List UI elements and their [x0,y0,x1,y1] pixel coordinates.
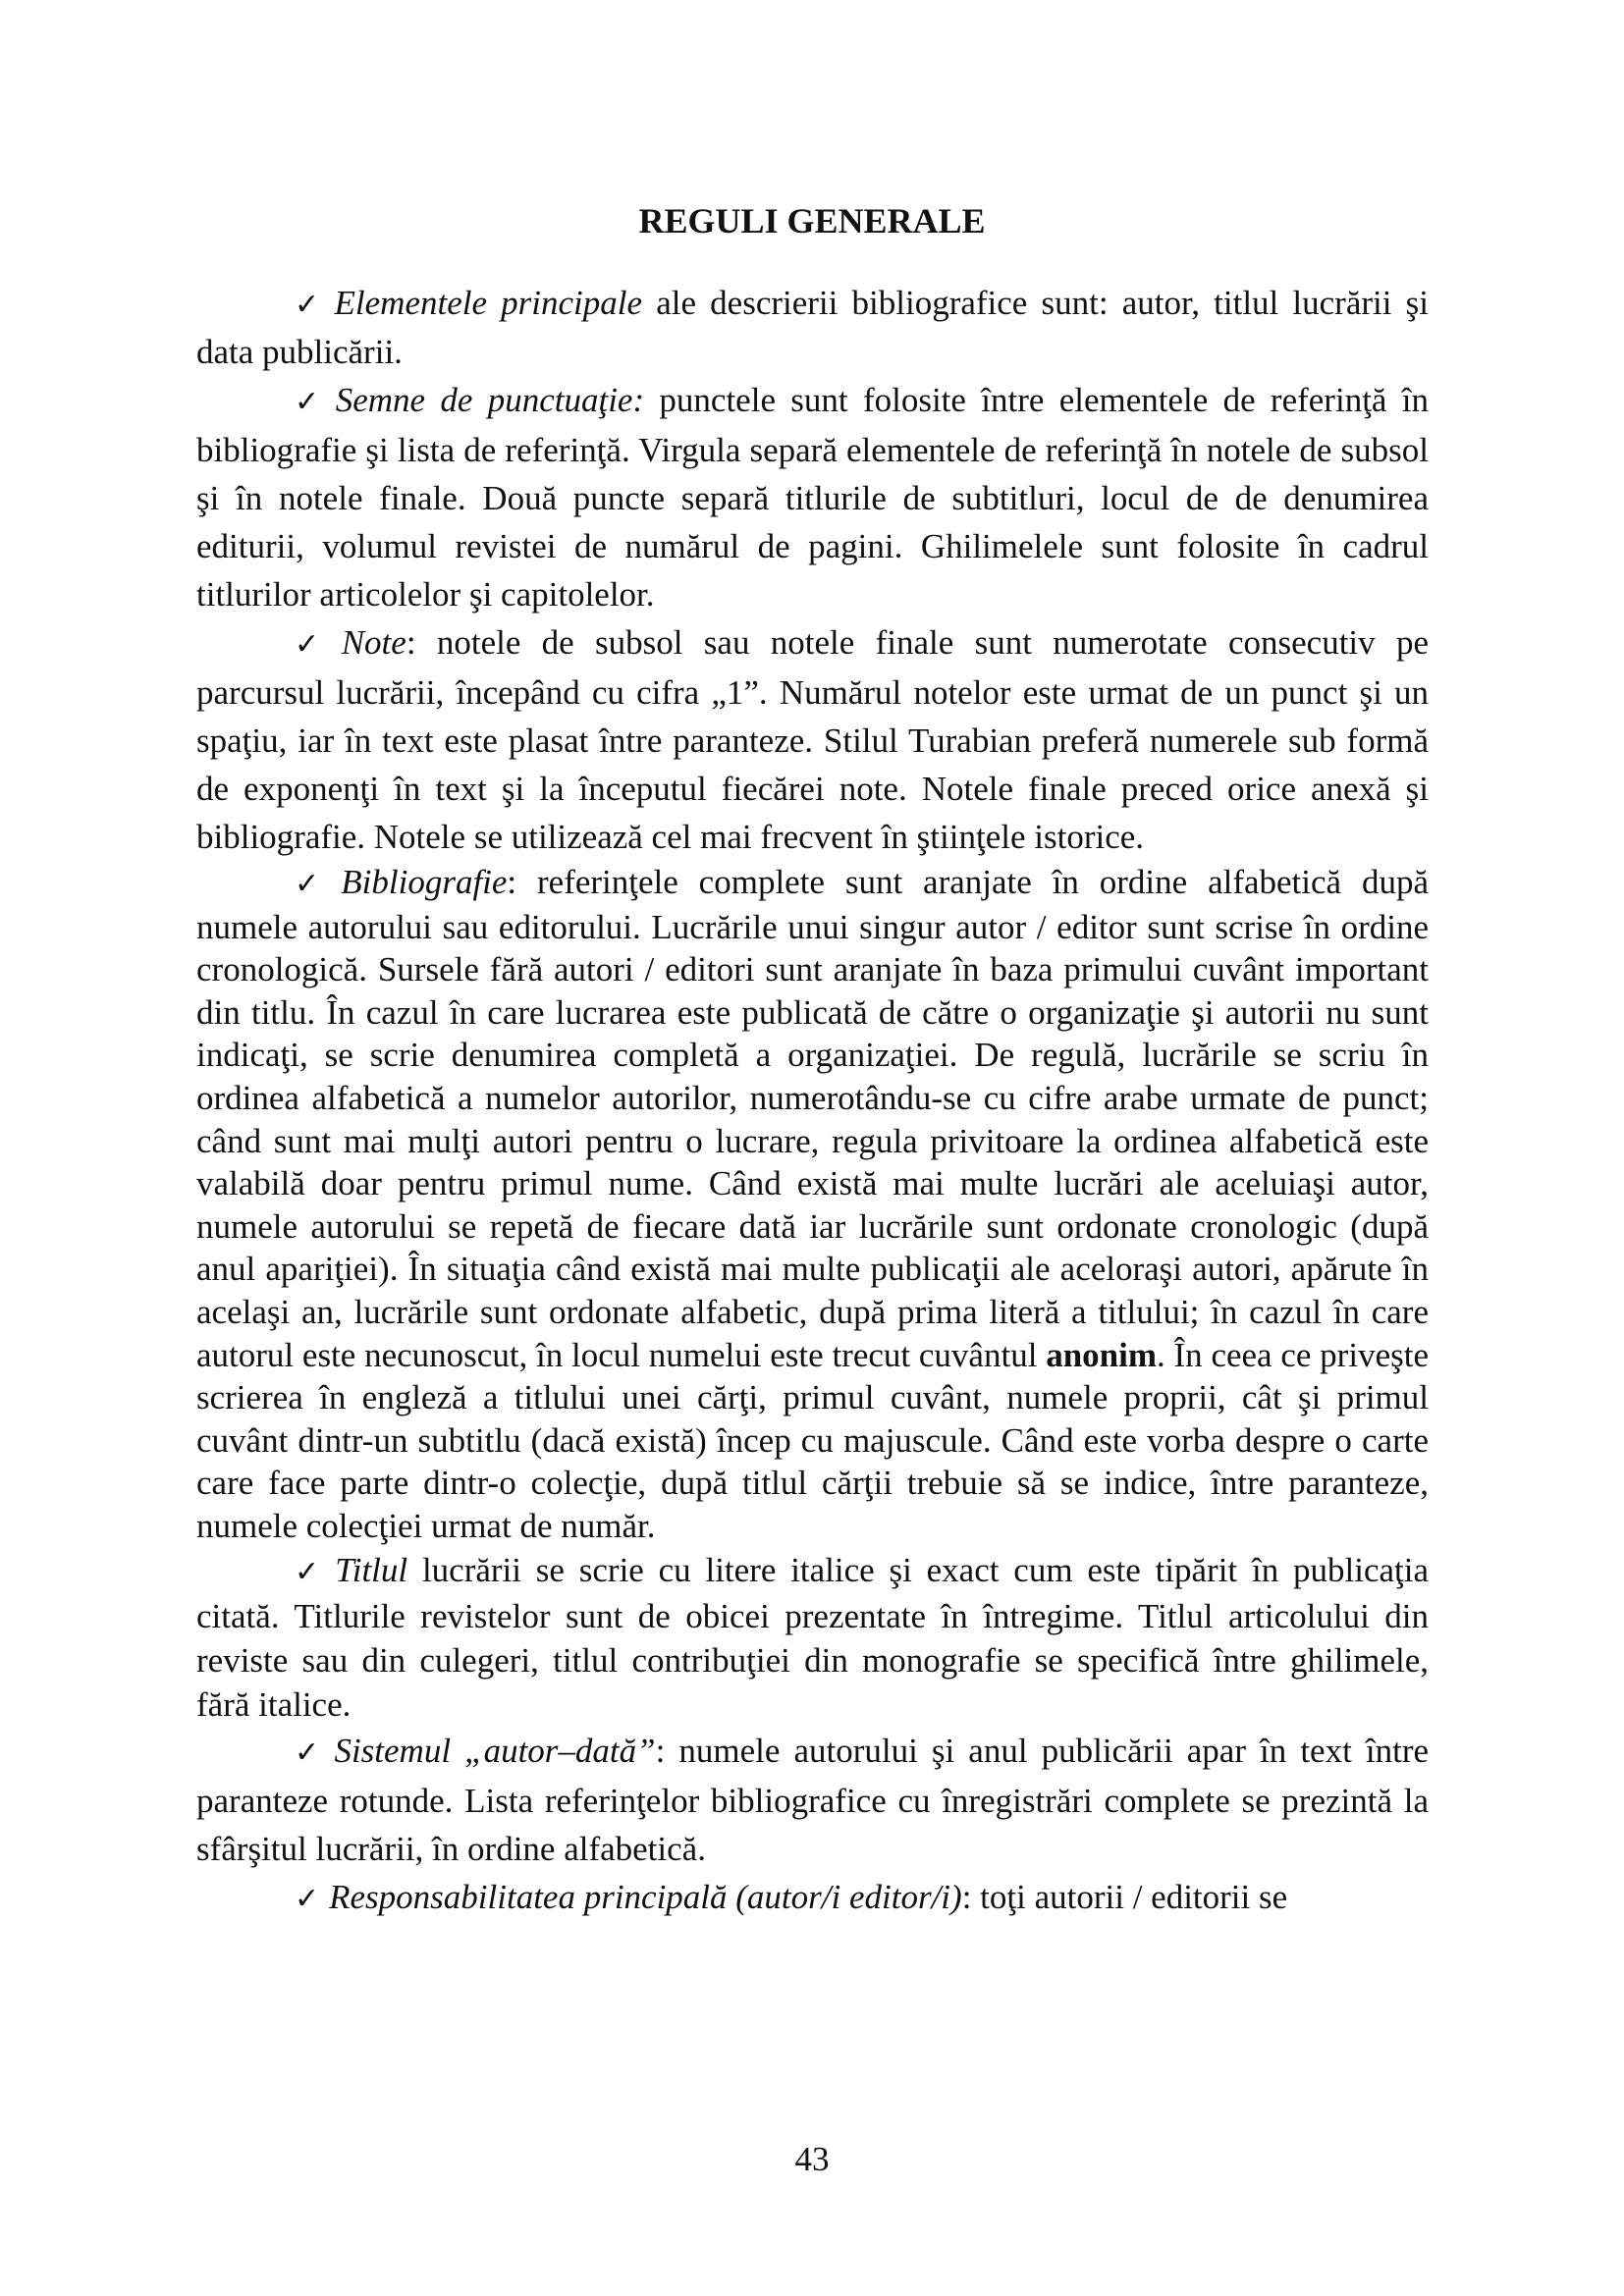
check-icon: ✓ [295,867,332,901]
paragraph-text: punctele sunt folosite între elementele de referinţă în bibliografie şi lista de referinţă. Virgula separă elementele de referinţă în notele de subsol şi în notele finale. Două puncte separă titlurile de subtitluri, locul de de denumirea editurii, volumul revistei de numărul de pagini. Ghilimelele sunt folosite în cadrul titlurilor articolelor şi capitolelor. [196,381,1429,614]
paragraph-titlul [196,1548,1429,1727]
paragraph-text: : numele autorului şi anul publicării apar în text între paranteze rotunde. Lista referinţelor bibliografice cu înregistrări complete se prezintă la sfârşitul lucrării, în ordine alfabetică. [196,1731,1430,1868]
paragraph-term: Elementele principale [334,284,643,322]
check-icon: ✓ [295,1881,320,1916]
check-icon: ✓ [295,1735,325,1770]
check-icon: ✓ [295,385,326,419]
paragraph-note [196,618,1429,861]
paragraph-text: : referinţele complete sunt aranjate în ordine alfabetică după numele autorului sau editorului. Lucrările unui singur autor / editor sunt scrise în ordine cronologică. Sursele fără autori / editori sunt aranjate în baza primului cuvânt important din titlu. În cazul în care lucrarea este publicată de către o organizaţie şi autorii nu sunt indicaţi, se scrie denumirea completă a organizaţiei. De regulă, lucrările se scriu în ordinea alfabetică a numelor autorilor, numerotându-se cu cifre arabe urmate de punct; când sunt mai mulţi autori pentru o lucrare, regula privitoare la ordinea alfabetică este valabilă doar pentru primul nume. Când există mai multe lucrări ale aceluiaşi autor, numele autorului se repetă de fiecare dată iar lucrările sunt ordonate cronologic (după anul apariţiei). În situaţia când există mai multe publicaţii ale aceloraşi autori, apărute în acelaşi an, lucrările sunt ordonate alfabetic, după prima literă a titlului; în cazul în care autorul este necunoscut, în locul numelui este trecut cuvântul [196,863,1429,1374]
paragraph-semne-de-punctuatie [196,376,1429,618]
paragraph-text: : toţi autorii / editorii se [961,1877,1288,1916]
paragraph-term: Sistemul „autor–dată” [334,1731,656,1770]
paragraph-elementele-principale [196,280,1429,376]
paragraph-term: Bibliografie [341,863,508,901]
bold-term-anonim: anonim [1046,1335,1157,1374]
paragraph-term: Responsabilitatea principală (autor/i editor/i) [329,1877,962,1916]
paragraph-term: Titlul [335,1550,408,1589]
page-title: REGULI GENERALE [638,201,986,240]
document-body [196,280,1429,1923]
paragraph-text: ale descrierii bibliografice sunt: autor, titlul lucrării şi data publicării. [196,284,1429,371]
paragraph-text: : notele de subsol sau notele finale sunt numerotate consecutiv pe parcursul lucrării, începând cu cifra „1”. Numărul notelor este urmat de un punct şi un spaţiu, iar în text este plasat între paranteze. Stilul Turabian preferă numerele sub formă de exponenţi în text şi la începutul fiecărei note. Notele finale preced orice anexă şi bibliografie. Notele se utilizează cel mai frecvent în ştiinţele istorice. [196,623,1429,856]
paragraph-responsabilitatea-principala [196,1873,1429,1923]
paragraph-sistemul-autor-data [196,1727,1429,1873]
paragraph-text: . În ceea ce priveşte scrierea în engleză a titlului unei cărţi, primul cuvânt, numele proprii, cât şi primul cuvânt dintr-un subtitlu (dacă există) încep cu majuscule. Când este vorba despre o carte care face parte dintr-o colecţie, după titlul cărţii trebuie să se indice, între paranteze, numele colecţiei urmat de număr. [196,1335,1429,1545]
paragraph-term: Note [341,623,406,662]
paragraph-bibliografie [196,861,1429,1548]
check-icon: ✓ [295,1554,326,1589]
check-icon: ✓ [295,627,332,662]
page-number: 43 [794,2140,830,2178]
check-icon: ✓ [295,288,325,322]
paragraph-text: lucrării se scrie cu litere italice şi exact cum este tipărit în publicaţia citată. Titlurile revistelor sunt de obicei prezentate în întregime. Titlul articolului din reviste sau din culegeri, titlul contribuţiei din monografie se specifică între ghilimele, fără italice. [196,1550,1429,1724]
paragraph-term: Semne de punctuaţie: [335,381,645,419]
